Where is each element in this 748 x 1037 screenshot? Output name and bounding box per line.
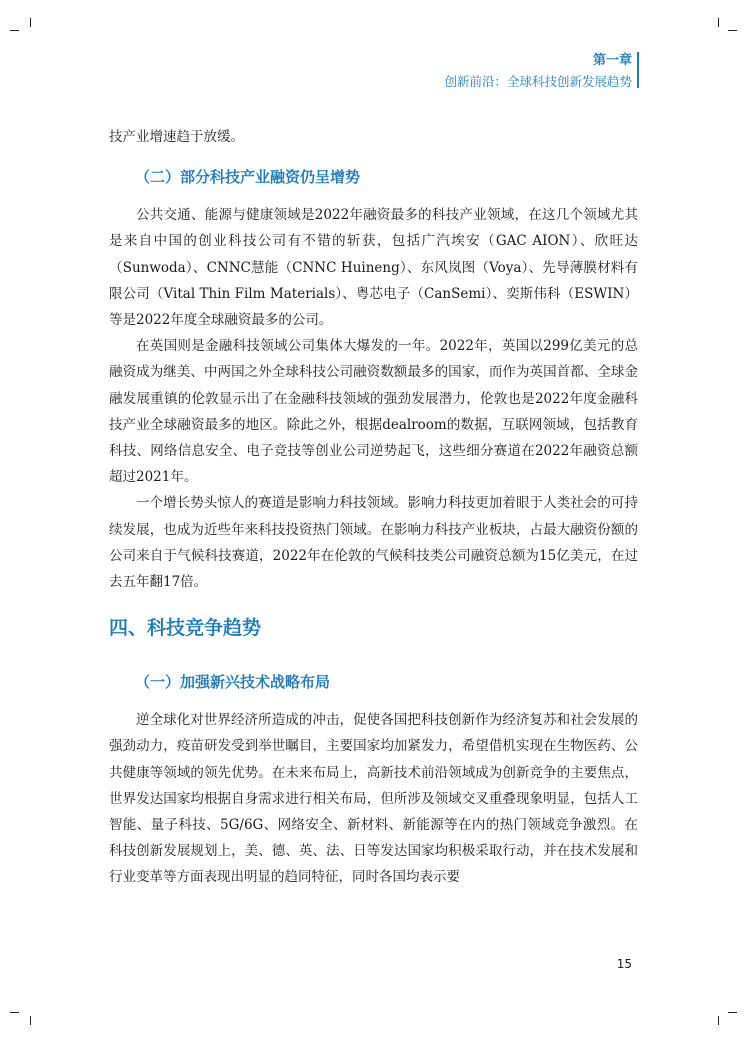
- page-number: 15: [616, 957, 632, 971]
- crop-mark-top-left-h: [10, 30, 19, 31]
- intro-line: 技产业增速趋于放缓。: [109, 129, 244, 145]
- header-rule: [637, 52, 639, 88]
- sub-heading-strategy: （一）加强新兴技术战略布局: [135, 673, 331, 692]
- chapter-label: 第一章: [592, 53, 632, 68]
- paragraph: 在英国则是金融科技领域公司集体大爆发的一年。2022年，英国以299亿美元的总融资成为继美、中两国之外全球科技公司融资数额最多的国家，而作为英国首都、全球金融发展重镇的伦敦显示出了在金融科技领域的强劲发展潜力，伦敦也是2022年度金融科技产业全球融资最多的地区。除此之外，根据dealroom的数据，互联网领域，包括教育科技、网络信息安全、电子竞技等创业公司逆势起飞，这些细分赛道在2022年融资总额超过2021年。: [109, 338, 638, 486]
- sub-heading-financing: （二）部分科技产业融资仍呈增势: [135, 168, 361, 187]
- paragraph: 公共交通、能源与健康领域是2022年融资最多的科技产业领域，在这几个领域尤其是来自中国的创业科技公司有不错的斩获，包括广汽埃安（GAC AION）、欣旺达（Sunwoda）、CNNC慧能（CNNC Huineng）、东风岚图（Voya）、先导薄膜材料有限公司（Vital Thin Film Materials）、粤芯电子（CanSemi）、奕斯伟科（ESWIN）等是2022年度全球融资最多的公司。: [109, 207, 638, 329]
- main-heading: 四、科技竞争趋势: [109, 617, 262, 640]
- crop-mark-bottom-right-v: [718, 1016, 719, 1025]
- crop-mark-bottom-left-v: [30, 1016, 31, 1025]
- crop-mark-top-right-h: [728, 30, 737, 31]
- crop-mark-bottom-right-h: [728, 1012, 737, 1013]
- crop-mark-bottom-left-h: [10, 1012, 19, 1013]
- paragraph: 一个增长势头惊人的赛道是影响力科技领域。影响力科技更加着眼于人类社会的可持续发展，也成为近些年来科技投资热门领域。在影响力科技产业板块，占最大融资份额的公司来自于气候科技赛道，2022年在伦敦的气候科技类公司融资总额为15亿美元，在过去五年翻17倍。: [109, 495, 638, 591]
- crop-mark-top-left-v: [30, 18, 31, 27]
- crop-mark-top-right-v: [718, 18, 719, 27]
- paragraph: 逆全球化对世界经济所造成的冲击，促使各国把科技创新作为经济复苏和社会发展的强劲动力，疫苗研发受到举世瞩目，主要国家均加紧发力，希望借机实现在生物医药、公共健康等领域的领先优势。在未来布局上，高新技术前沿领域成为创新竞争的主要焦点，世界发达国家均根据自身需求进行相关布局，但所涉及领域交叉重叠现象明显，包括人工智能、量子科技、5G/6G、网络安全、新材料、新能源等在内的热门领域竞争激烈。在科技创新发展规划上，美、德、英、法、日等发达国家均积极采取行动，并在技术发展和行业变革等方面表现出明显的趋同特征，同时各国均表示要: [109, 712, 638, 886]
- chapter-title: 创新前沿：全球科技创新发展趋势: [444, 74, 632, 89]
- running-header: [444, 50, 632, 92]
- page-body: [109, 124, 638, 891]
